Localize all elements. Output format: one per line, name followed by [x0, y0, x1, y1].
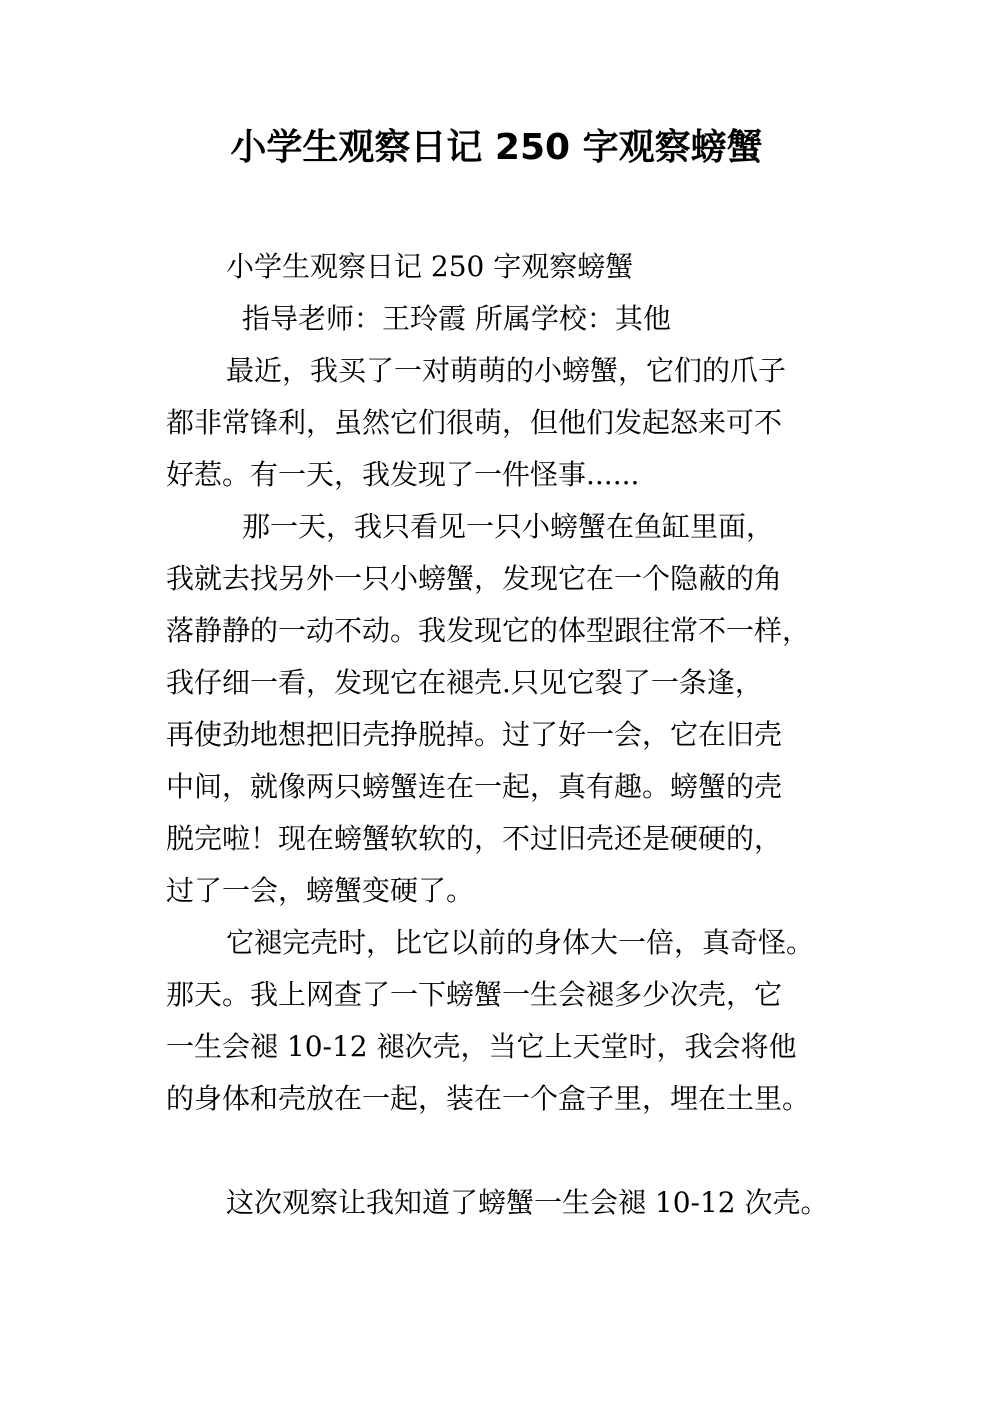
- body-line: 它褪完壳时，比它以前的身体大一倍，真奇怪。: [226, 926, 815, 959]
- body-line: 一生会褪 10-12 褪次壳，当它上天堂时，我会将他: [166, 1030, 797, 1063]
- body-line: 都非常锋利，虽然它们很萌，但他们发起怒来可不: [166, 406, 783, 439]
- body-line: 再使劲地想把旧壳挣脱掉。过了好一会，它在旧壳: [166, 718, 783, 751]
- body-line: 的身体和壳放在一起，装在一个盒子里，埋在土里。: [166, 1082, 811, 1115]
- body-line: 这次观察让我知道了螃蟹一生会褪 10-12 次壳。: [226, 1186, 829, 1219]
- body-line: 那一天，我只看见一只小螃蟹在鱼缸里面，: [242, 510, 775, 543]
- body-line: 好惹。有一天，我发现了一件怪事......: [166, 458, 640, 491]
- body-line: 我仔细一看，发现它在褪壳.只见它裂了一条逢，: [166, 666, 763, 699]
- body-line: 我就去找另外一只小螃蟹，发现它在一个隐蔽的角: [166, 562, 783, 595]
- body-line: 脱完啦！现在螃蟹软软的，不过旧壳还是硬硬的，: [166, 822, 783, 855]
- body-line: 过了一会，螃蟹变硬了。: [166, 874, 475, 907]
- document-subtitle: 小学生观察日记 250 字观察螃蟹: [226, 250, 634, 283]
- body-line: 中间，就像两只螃蟹连在一起，真有趣。螃蟹的壳: [166, 770, 783, 803]
- body-line: 那天。我上网查了一下螃蟹一生会褪多少次壳，它: [166, 978, 783, 1011]
- body-line: 落静静的一动不动。我发现它的体型跟往常不一样，: [166, 614, 811, 647]
- document-meta: 指导老师：王玲霞 所属学校：其他: [242, 302, 671, 335]
- document-title: 小学生观察日记 250 字观察螃蟹: [230, 127, 763, 168]
- body-line: 最近，我买了一对萌萌的小螃蟹，它们的爪子: [226, 354, 787, 387]
